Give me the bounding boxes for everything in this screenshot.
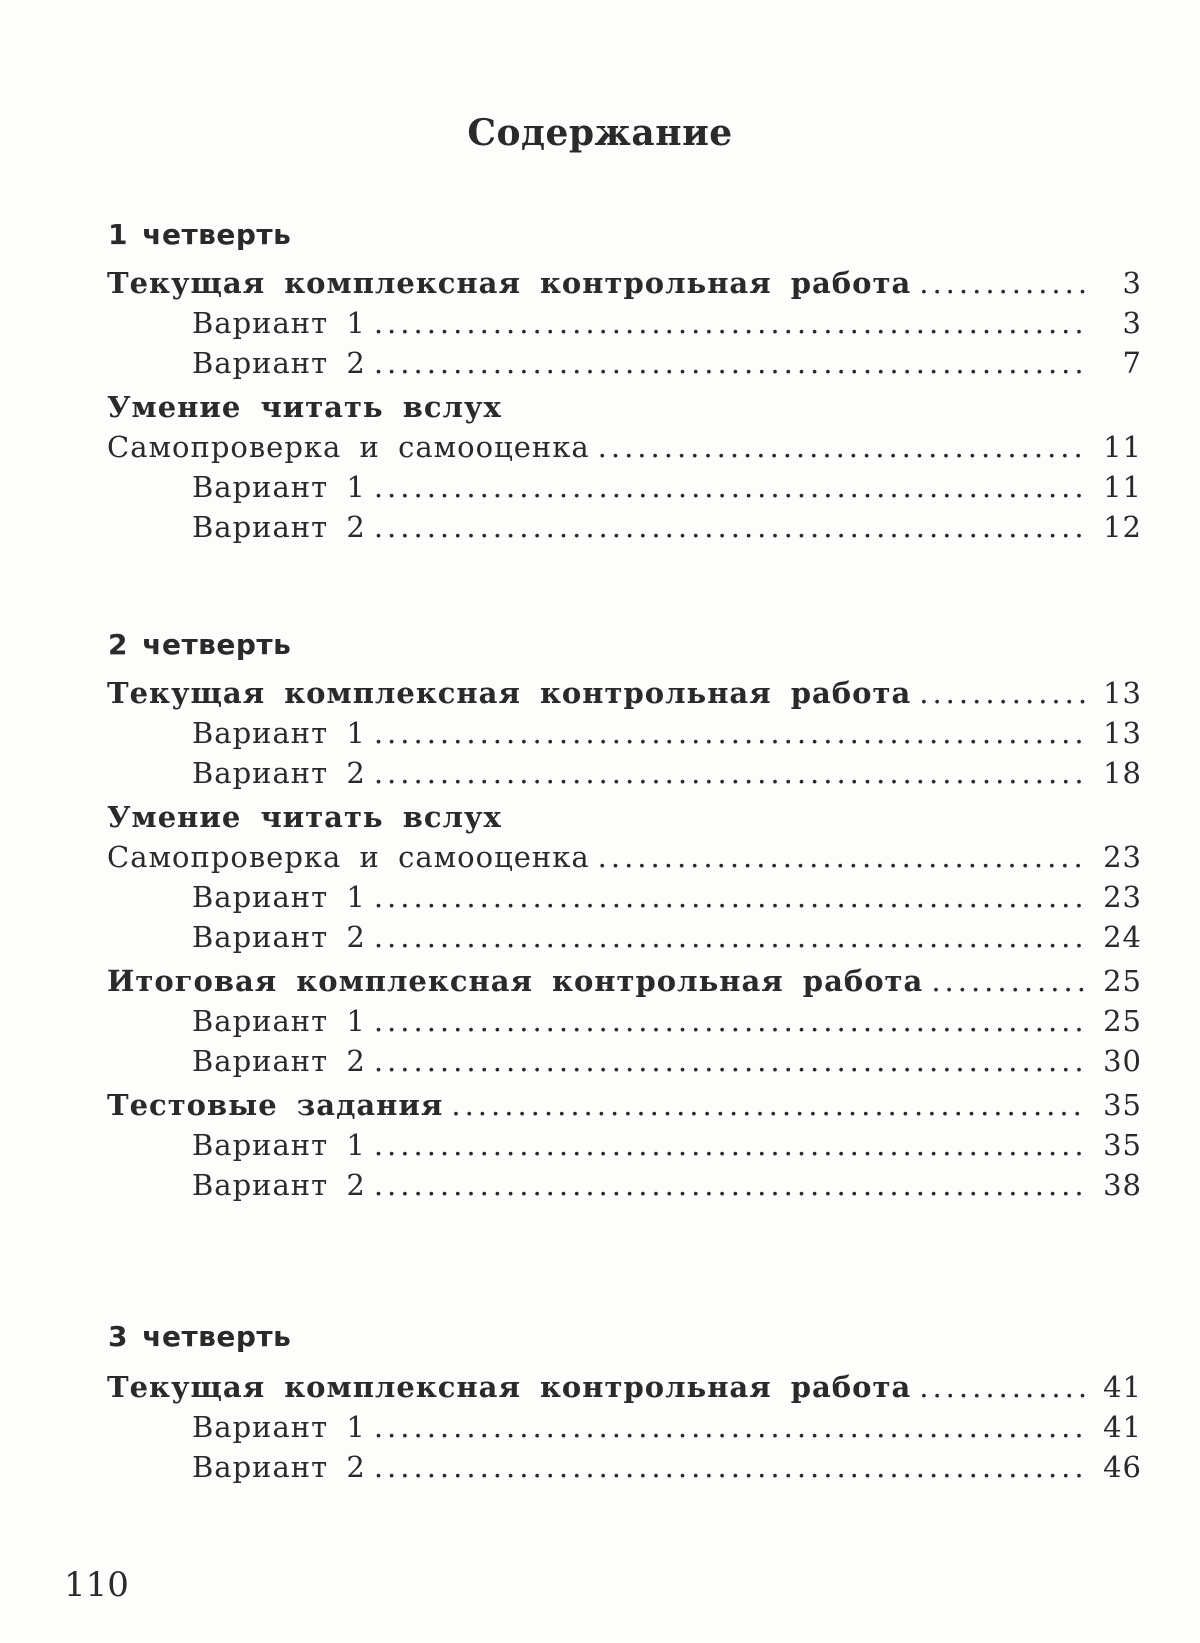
toc-entry-page: 35 (1103, 1088, 1142, 1122)
dot-leader (374, 1450, 1088, 1484)
toc-entry-label: Вариант 2 (192, 346, 366, 380)
toc-entry[interactable] (192, 306, 1142, 346)
dot-leader (374, 510, 1088, 544)
toc-entry-label: Вариант 2 (192, 920, 366, 954)
toc-entry-label: Вариант 2 (192, 510, 366, 544)
dot-leader (919, 266, 1088, 300)
toc-entry-page: 13 (1103, 676, 1142, 710)
toc-entry-page: 18 (1103, 756, 1142, 790)
toc-entry-page: 3 (1122, 266, 1142, 300)
toc-entry[interactable] (192, 880, 1142, 920)
toc-entry[interactable] (192, 1044, 1142, 1084)
toc-entry-page: 35 (1103, 1128, 1142, 1162)
toc-entry-page: 25 (1103, 1004, 1142, 1038)
dot-leader (374, 920, 1088, 954)
toc-entry-label: Вариант 2 (192, 1450, 366, 1484)
toc-entry-label: Тестовые задания (107, 1088, 444, 1122)
toc-entry[interactable] (107, 1370, 1142, 1410)
toc-entry[interactable] (192, 346, 1142, 386)
toc-entry[interactable] (192, 920, 1142, 960)
dot-leader (451, 1088, 1088, 1122)
section-heading: Умение читать вслух (107, 390, 502, 424)
toc-entry-label: Вариант 1 (192, 1004, 366, 1038)
toc-entry-label: Самопроверка и самооценка (107, 430, 590, 464)
toc-entry[interactable] (192, 1128, 1142, 1168)
toc-entry-label: Текущая комплексная контрольная работа (107, 676, 912, 710)
toc-entry-label: Вариант 1 (192, 470, 366, 504)
toc-entry-label: Самопроверка и самооценка (107, 840, 590, 874)
dot-leader (374, 1044, 1088, 1078)
toc-entry-label: Текущая комплексная контрольная работа (107, 1370, 912, 1404)
toc-entry[interactable] (107, 964, 1142, 1004)
dot-leader (374, 470, 1088, 504)
toc-entry[interactable] (107, 430, 1142, 470)
toc-entry-page: 11 (1103, 430, 1142, 464)
toc-entry-page: 30 (1103, 1044, 1142, 1078)
toc-entry[interactable] (107, 266, 1142, 306)
toc-entry[interactable] (192, 1168, 1142, 1208)
dot-leader (919, 676, 1088, 710)
dot-leader (374, 880, 1088, 914)
page-number: 110 (64, 1565, 129, 1605)
toc-entry-label: Вариант 2 (192, 756, 366, 790)
toc-entry-label: Вариант 1 (192, 306, 366, 340)
toc-entry-page: 46 (1103, 1450, 1142, 1484)
toc-entry-page: 13 (1103, 716, 1142, 750)
page-title: Содержание (467, 112, 733, 154)
toc-entry-page: 41 (1103, 1410, 1142, 1444)
dot-leader (374, 306, 1088, 340)
toc-entry-label: Вариант 1 (192, 716, 366, 750)
dot-leader (931, 964, 1088, 998)
toc-entry-label: Вариант 2 (192, 1168, 366, 1202)
toc-entry-page: 24 (1103, 920, 1142, 954)
dot-leader (374, 716, 1088, 750)
quarter-1-heading: 1 четверть (108, 218, 292, 251)
dot-leader (598, 430, 1088, 464)
section-heading: Умение читать вслух (107, 800, 502, 834)
toc-entry-label: Вариант 1 (192, 880, 366, 914)
toc-entry[interactable] (107, 1088, 1142, 1128)
toc-entry[interactable] (107, 676, 1142, 716)
dot-leader (374, 1004, 1088, 1038)
dot-leader (374, 1168, 1088, 1202)
toc-entry-label: Вариант 1 (192, 1128, 366, 1162)
toc-entry-page: 41 (1103, 1370, 1142, 1404)
toc-entry-page: 7 (1122, 346, 1142, 380)
toc-entry[interactable] (192, 470, 1142, 510)
toc-entry-label: Вариант 2 (192, 1044, 366, 1078)
toc-entry-page: 3 (1122, 306, 1142, 340)
toc-entry-label: Вариант 1 (192, 1410, 366, 1444)
toc-entry-page: 12 (1103, 510, 1142, 544)
dot-leader (374, 1410, 1088, 1444)
toc-entry[interactable] (192, 756, 1142, 796)
toc-entry[interactable] (192, 1450, 1142, 1490)
toc-entry-label: Итоговая комплексная контрольная работа (107, 964, 924, 998)
dot-leader (374, 346, 1088, 380)
dot-leader (374, 1128, 1088, 1162)
dot-leader (374, 756, 1088, 790)
toc-entry-label: Текущая комплексная контрольная работа (107, 266, 912, 300)
dot-leader (919, 1370, 1088, 1404)
toc-entry[interactable] (192, 1004, 1142, 1044)
toc-entry[interactable] (192, 1410, 1142, 1450)
toc-entry-page: 11 (1103, 470, 1142, 504)
toc-entry[interactable] (192, 510, 1142, 550)
quarter-2-heading: 2 четверть (108, 628, 292, 661)
quarter-3-heading: 3 четверть (108, 1320, 292, 1353)
dot-leader (598, 840, 1088, 874)
toc-entry[interactable] (107, 840, 1142, 880)
toc-entry[interactable] (192, 716, 1142, 756)
toc-entry-page: 23 (1103, 880, 1142, 914)
toc-entry-page: 25 (1103, 964, 1142, 998)
toc-entry-page: 38 (1103, 1168, 1142, 1202)
toc-entry-page: 23 (1103, 840, 1142, 874)
